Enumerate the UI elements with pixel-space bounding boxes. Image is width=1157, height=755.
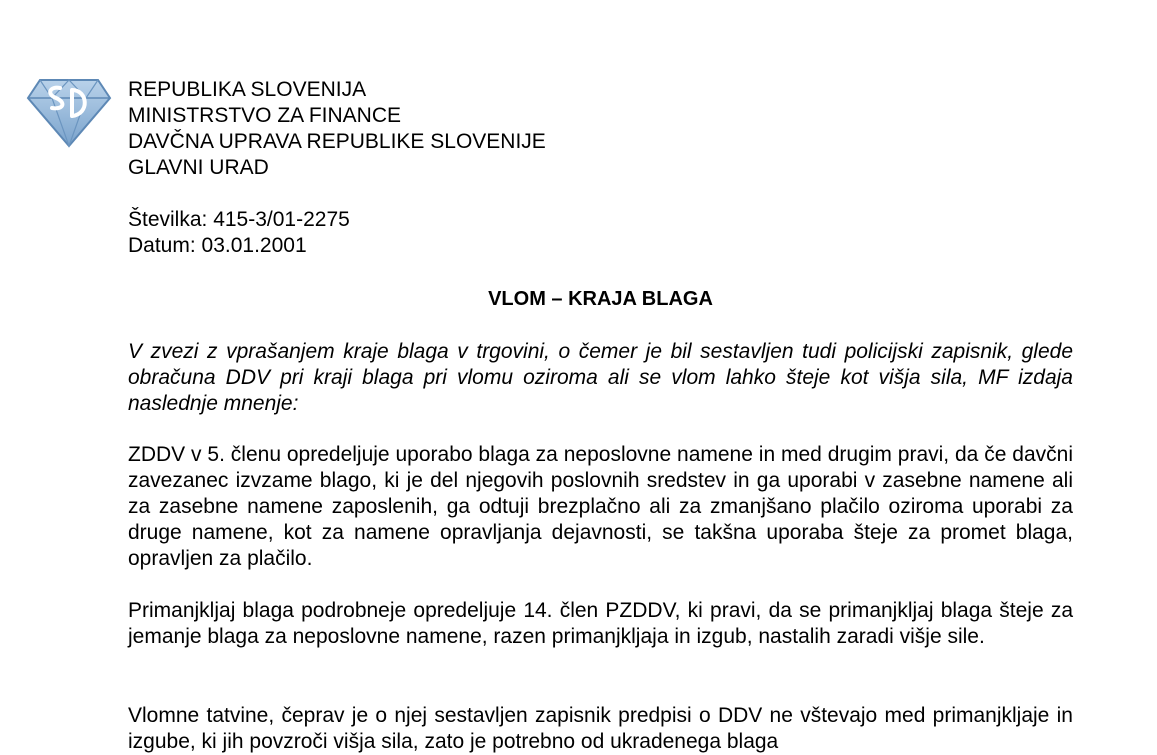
- body-paragraph-2: Primanjkljaj blaga podrobneje opredeljuje 14. člen PZDDV, ki pravi, da se primanjkljaj blaga šteje za jemanje blaga za neposlovne namene, razen primanjkljaja in izgub, nastalih zaradi višje sile.: [128, 599, 1073, 648]
- durs-logo: [26, 76, 112, 148]
- document-title: VLOM – KRAJA BLAGA: [488, 288, 713, 310]
- document-number: Številka: 415-3/01-2275: [128, 208, 350, 231]
- body-paragraph-1: ZDDV v 5. členu opredeljuje uporabo blaga za neposlovne namene in med drugim pravi, da če davčni zavezanec izvzame blago, ki je del njegovih poslovnih sredstev in ga uporabi v zasebne namene ali za zasebne namene zaposlenih, ga odtuji brezplačno ali za zmanjšano plačilo oziroma uporabi za druge namene, kot za namene opravljanja dejavnosti, se takšna uporaba šteje za promet blaga, opravljen za plačilo.: [128, 443, 1073, 570]
- letterhead-ministry: MINISTRSTVO ZA FINANCE: [128, 104, 402, 127]
- document-meta: [128, 207, 350, 259]
- letterhead-head-office: GLAVNI URAD: [128, 156, 269, 179]
- body-paragraph-3: Vlomne tatvine, čeprav je o njej sestavljen zapisnik predpisi o DDV ne vštevajo med primanjkljaje in izgube, ki jih povzroči višja sila, zato je potrebno od ukradenega blaga: [128, 704, 1073, 753]
- letterhead-republic: REPUBLIKA SLOVENIJA: [128, 78, 367, 101]
- letterhead-tax-administration: DAVČNA UPRAVA REPUBLIKE SLOVENIJE: [128, 130, 546, 153]
- durs-diamond-logo-icon: [26, 76, 112, 148]
- intro-paragraph: V zvezi z vprašanjem kraje blaga v trgovini, o čemer je bil sestavljen tudi policijski zapisnik, glede obračuna DDV pri kraji blaga pri vlomu oziroma ali se vlom lahko šteje kot višja sila, MF izdaja naslednje mnenje:: [128, 340, 1073, 415]
- document-date: Datum: 03.01.2001: [128, 234, 307, 257]
- letterhead: [128, 77, 546, 181]
